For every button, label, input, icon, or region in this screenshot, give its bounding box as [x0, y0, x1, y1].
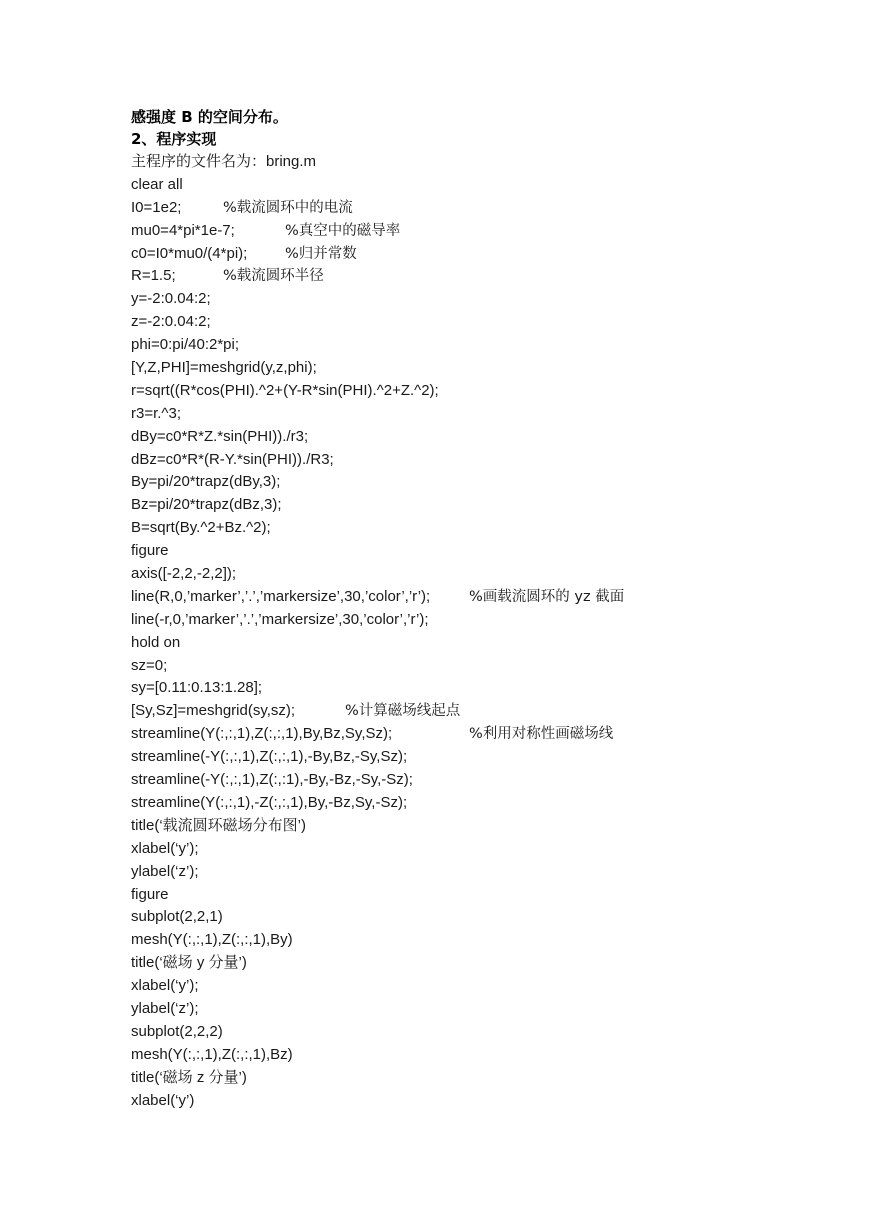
code-text: title(‘磁场 y 分量’) [131, 954, 247, 972]
code-comment: %画载流圆环的 yz 截面 [469, 588, 625, 605]
code-line [131, 586, 625, 609]
code-line [131, 174, 439, 197]
code-text: mesh(Y(:,:,1),Z(:,:,1),Bz) [131, 1045, 293, 1063]
code-line [131, 838, 439, 861]
code-line [131, 426, 439, 449]
code-text: y=-2:0.04:2; [131, 290, 211, 308]
code-comment: %真空中的磁导率 [285, 222, 401, 239]
code-text: xlabel(‘y’); [131, 839, 199, 857]
code-text: Bz=pi/20*trapz(dBz,3); [131, 496, 282, 514]
code-line [131, 769, 439, 792]
code-text: hold on [131, 633, 181, 651]
code-text: xlabel(‘y’); [131, 977, 199, 995]
code-line [131, 998, 439, 1021]
code-line [131, 403, 439, 426]
code-line [131, 632, 439, 655]
code-line [131, 540, 439, 563]
code-line [131, 1067, 439, 1090]
code-line [131, 471, 439, 494]
code-text: z=-2:0.04:2; [131, 313, 211, 331]
code-text: r=sqrt((R*cos(PHI).^2+(Y-R*sin(PHI).^2+Z.^2); [131, 381, 439, 399]
code-text: ylabel(‘z’); [131, 999, 199, 1017]
code-text: [Sy,Sz]=meshgrid(sy,sz); [131, 702, 296, 720]
code-line [131, 243, 439, 266]
code-line [131, 884, 439, 907]
code-line [131, 677, 439, 700]
code-text: figure [131, 885, 169, 903]
code-text: I0=1e2; [131, 198, 182, 216]
code-line [131, 1021, 439, 1044]
code-text: r3=r.^3; [131, 404, 181, 422]
code-text: phi=0:pi/40:2*pi; [131, 336, 240, 354]
code-text: [Y,Z,PHI]=meshgrid(y,z,phi); [131, 359, 317, 377]
code-line [131, 357, 439, 380]
code-text: title(‘载流圆环磁场分布图’) [131, 816, 306, 834]
code-line [131, 220, 439, 243]
code-text: subplot(2,2,2) [131, 1022, 223, 1040]
code-line [131, 334, 439, 357]
code-text: axis([-2,2,-2,2]); [131, 565, 237, 583]
code-text: sy=[0.11:0.13:1.28]; [131, 679, 263, 697]
code-line [131, 861, 439, 884]
code-comment: %利用对称性画磁场线 [469, 726, 614, 743]
code-text: streamline(-Y(:,:,1),Z(:,:1),-By,-Bz,-Sy,-Sz); [131, 771, 413, 789]
code-line [131, 151, 439, 174]
code-text: streamline(-Y(:,:,1),Z(:,:,1),-By,Bz,-Sy,Sz); [131, 748, 408, 766]
code-line [131, 952, 439, 975]
code-line [131, 746, 439, 769]
code-line [131, 609, 439, 632]
code-text: subplot(2,2,1) [131, 908, 223, 926]
code-text: sz=0; [131, 656, 168, 674]
code-line [131, 906, 439, 929]
code-text: c0=I0*mu0/(4*pi); [131, 244, 248, 262]
code-comment: %载流圆环半径 [223, 268, 324, 285]
code-line [131, 1090, 439, 1113]
code-line [131, 792, 439, 815]
code-line [131, 700, 461, 723]
code-line [131, 494, 439, 517]
code-text: B=sqrt(By.^2+Bz.^2); [131, 519, 271, 537]
code-text: mesh(Y(:,:,1),Z(:,:,1),By) [131, 931, 293, 949]
code-line [131, 380, 439, 403]
code-text: 主程序的文件名为：bring.m [131, 153, 317, 170]
code-line [131, 815, 439, 838]
code-listing [131, 151, 625, 1112]
code-text: dBz=c0*R*(R-Y.*sin(PHI))./R3; [131, 450, 334, 468]
code-text: line(R,0,’marker’,’.’,’markersize’,30,’color’,’r’); [131, 587, 431, 605]
code-text: ylabel(‘z’); [131, 862, 199, 880]
section-heading-continued: 感强度 B 的空间分布。 [131, 108, 288, 126]
code-text: xlabel(‘y’) [131, 1091, 195, 1109]
code-text: R=1.5; [131, 267, 176, 285]
code-line [131, 655, 439, 678]
code-text: By=pi/20*trapz(dBy,3); [131, 473, 281, 491]
code-line [131, 563, 439, 586]
code-line [131, 449, 439, 472]
code-line [131, 517, 439, 540]
code-text: figure [131, 542, 169, 560]
code-text: clear all [131, 175, 183, 193]
code-comment: %载流圆环中的电流 [223, 199, 353, 216]
code-text: mu0=4*pi*1e-7; [131, 221, 235, 239]
code-line [131, 197, 439, 220]
code-line [131, 265, 439, 288]
code-line [131, 311, 439, 334]
code-line [131, 723, 614, 746]
code-text: title(‘磁场 z 分量’) [131, 1068, 247, 1086]
code-line [131, 929, 439, 952]
code-text: dBy=c0*R*Z.*sin(PHI))./r3; [131, 427, 309, 445]
code-line [131, 1044, 439, 1067]
code-line [131, 288, 439, 311]
code-comment: %归并常数 [285, 245, 357, 262]
section-heading-implementation: 2、程序实现 [131, 130, 217, 148]
code-text: streamline(Y(:,:,1),-Z(:,:,1),By,-Bz,Sy,-Sz); [131, 793, 408, 811]
code-text: line(-r,0,’marker’,’.’,’markersize’,30,’color’,’r’); [131, 610, 429, 628]
code-comment: %计算磁场线起点 [345, 703, 461, 720]
code-line [131, 975, 439, 998]
code-text: streamline(Y(:,:,1),Z(:,:,1),By,Bz,Sy,Sz); [131, 725, 393, 743]
